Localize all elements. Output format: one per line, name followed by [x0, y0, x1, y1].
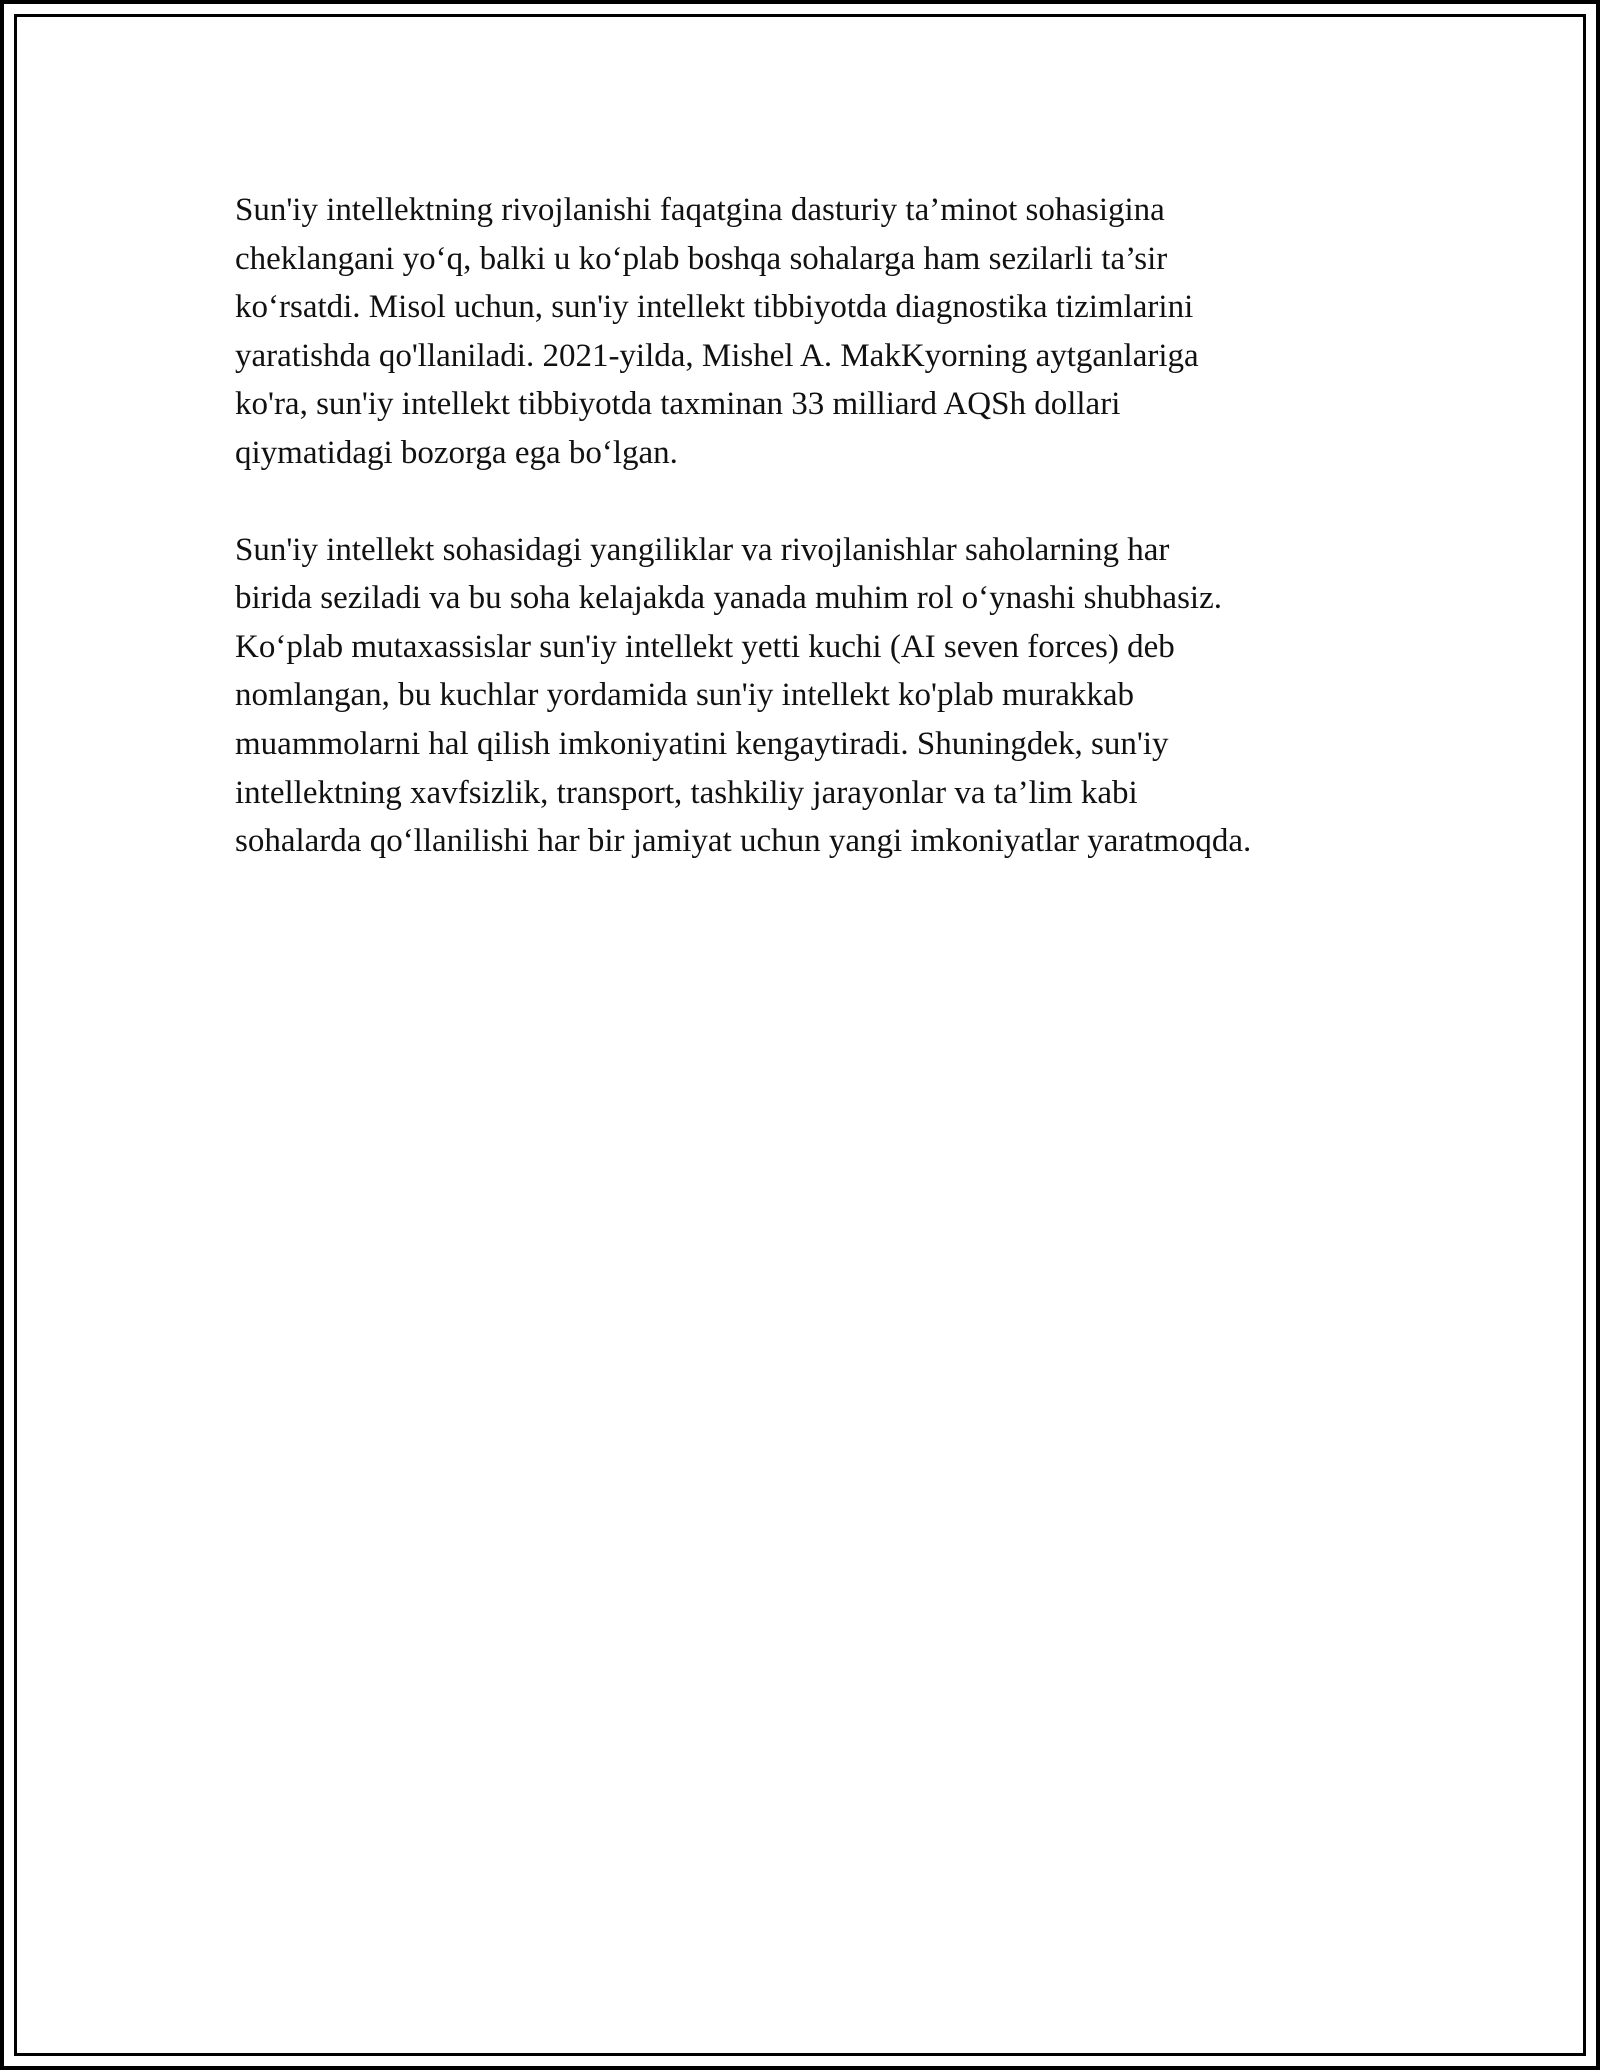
paragraph-1-line: yaratishda qo'llaniladi. 2021-yilda, Mishel A. MakKyorning aytganlariga [235, 337, 1199, 374]
paragraph-2-line: Sun'iy intellekt sohasidagi yangiliklar va rivojlanishlar saholarning har [235, 531, 1170, 568]
paragraph-1 [235, 186, 1385, 478]
document-body [235, 186, 1385, 866]
paragraph-1-line: ko'ra, sun'iy intellekt tibbiyotda taxminan 33 milliard AQSh dollari [235, 386, 1121, 423]
paragraph-1-line: ko‘rsatdi. Misol uchun, sun'iy intellekt tibbiyotda diagnostika tizimlarini [235, 289, 1194, 326]
paragraph-2-line: birida seziladi va bu soha kelajakda yanada muhim rol o‘ynashi shubhasiz. [235, 580, 1222, 617]
paragraph-1-line: qiymatidagi bozorga ega bo‘lgan. [235, 434, 678, 471]
paragraph-2-line: sohalarda qo‘llanilishi har bir jamiyat uchun yangi imkoniyatlar yaratmoqda. [235, 823, 1252, 860]
paragraph-1-line: Sun'iy intellektning rivojlanishi faqatgina dasturiy ta’minot sohasigina [235, 192, 1165, 228]
paragraph-2-line: nomlangan, bu kuchlar yordamida sun'iy intellekt ko'plab murakkab [235, 677, 1135, 714]
paragraph-2-line: muammolarni hal qilish imkoniyatini kengaytiradi. Shuningdek, sun'iy [235, 725, 1169, 762]
paragraph-1-line: cheklangani yo‘q, balki u ko‘plab boshqa sohalarga ham sezilarli ta’sir [235, 240, 1168, 277]
paragraph-2-line: intellektning xavfsizlik, transport, tashkiliy jarayonlar va ta’lim kabi [235, 774, 1138, 811]
paragraph-2-line: Ko‘plab mutaxassislar sun'iy intellekt yetti kuchi (AI seven forces) deb [235, 628, 1175, 665]
paragraph-2 [235, 526, 1385, 866]
